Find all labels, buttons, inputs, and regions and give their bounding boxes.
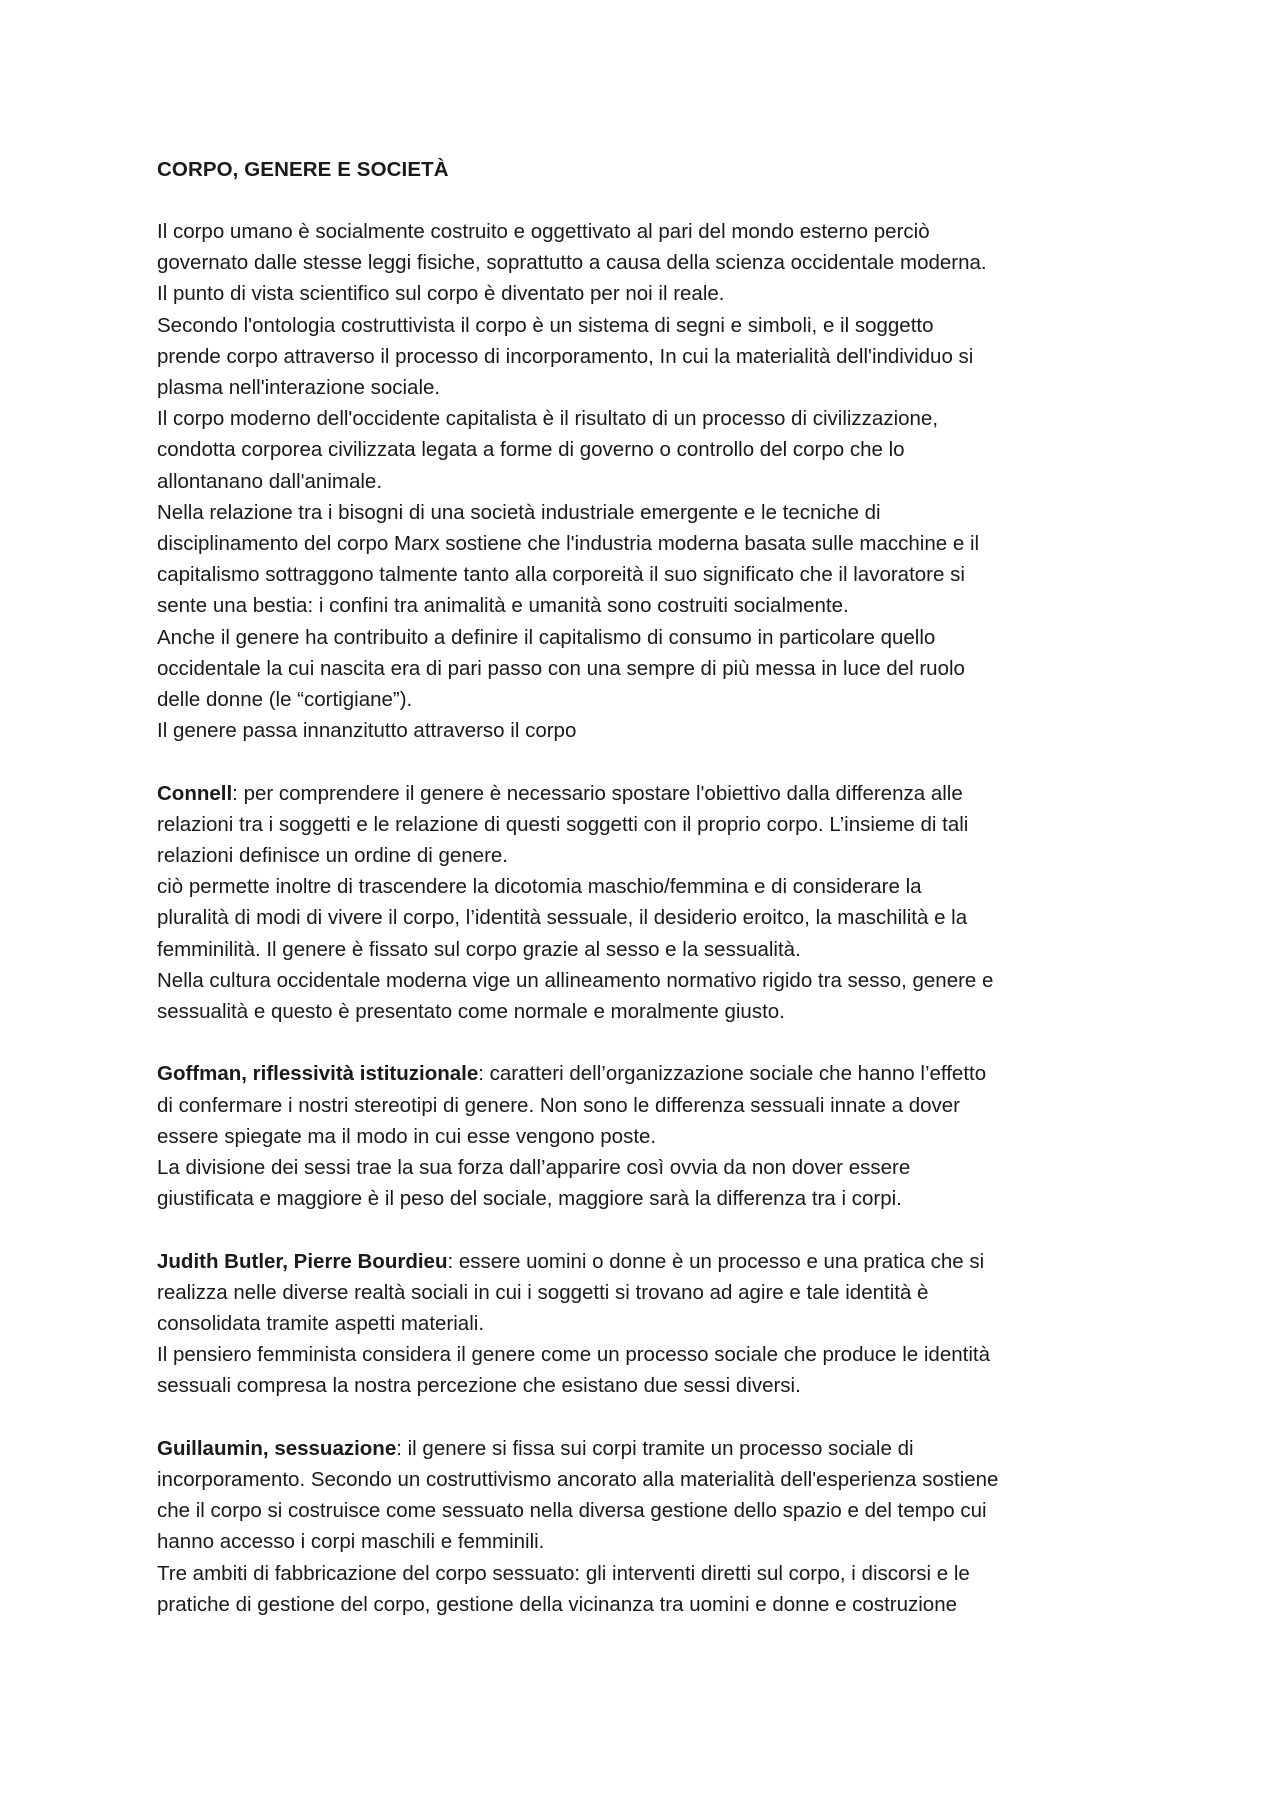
text-line: Tre ambiti di fabbricazione del corpo sessuato: gli interventi diretti sul corpo, i discorsi e le <box>157 1561 970 1585</box>
text-line: giustificata e maggiore è il peso del sociale, maggiore sarà la differenza tra i corpi. <box>157 1187 902 1211</box>
intro-paragraph <box>157 216 1147 746</box>
text-line: relazioni definisce un ordine di genere. <box>157 844 509 868</box>
lead-rest: : per comprendere il genere è necessario spostare l'obiettivo dalla differenza alle <box>232 781 963 805</box>
text-line: condotta corporea civilizzata legata a forme di governo o controllo del corpo che lo <box>157 438 905 462</box>
paragraph-gap <box>157 1027 1147 1058</box>
text-line <box>157 778 1147 809</box>
text-line: plasma nell'interazione sociale. <box>157 376 441 400</box>
text-line: ciò permette inoltre di trascendere la dicotomia maschio/femmina e di considerare la <box>157 875 922 899</box>
text-line: Nella cultura occidentale moderna vige un allineamento normativo rigido tra sesso, genere e <box>157 968 994 992</box>
author-lead: Goffman, riflessività istituzionale <box>157 1062 479 1086</box>
butler-bourdieu-paragraph <box>157 1246 1147 1402</box>
text-line: disciplinamento del corpo Marx sostiene che l'industria moderna basata sulle macchine e il <box>157 532 980 556</box>
lead-rest: : caratteri dell’organizzazione sociale che hanno l’effetto <box>478 1062 987 1086</box>
document-title: CORPO, GENERE E SOCIETÀ <box>157 158 449 181</box>
text-line <box>157 1246 1147 1277</box>
text-line: prende corpo attraverso il processo di incorporamento, In cui la materialità dell'individuo si <box>157 344 974 368</box>
text-line: Anche il genere ha contribuito a definire il capitalismo di consumo in particolare quello <box>157 625 936 649</box>
text-line: sessuali compresa la nostra percezione che esistano due sessi diversi. <box>157 1374 801 1398</box>
author-lead: Connell <box>157 781 233 805</box>
paragraph-gap <box>157 746 1147 777</box>
text-line: essere spiegate ma il modo in cui esse vengono poste. <box>157 1124 657 1148</box>
paragraph-gap <box>157 1402 1147 1433</box>
text-line: femminilità. Il genere è fissato sul corpo grazie al sesso e la sessualità. <box>157 937 801 961</box>
text-line: allontanano dall'animale. <box>157 469 383 493</box>
text-line: di confermare i nostri stereotipi di genere. Non sono le differenza sessuali innate a dover <box>157 1093 960 1117</box>
text-line: sente una bestia: i confini tra animalità e umanità sono costruiti socialmente. <box>157 594 849 618</box>
text-line <box>157 1058 1147 1089</box>
text-line: pluralità di modi di vivere il corpo, l’identità sessuale, il desiderio eroitco, la maschilità e la <box>157 906 968 930</box>
text-line: Il corpo moderno dell'occidente capitalista è il risultato di un processo di civilizzazione, <box>157 407 939 431</box>
text-line: governato dalle stesse leggi fisiche, soprattutto a causa della scienza occidentale moderna. <box>157 251 987 275</box>
goffman-paragraph <box>157 1058 1147 1214</box>
text-line: Nella relazione tra i bisogni di una società industriale emergente e le tecniche di <box>157 500 881 524</box>
lead-rest: : essere uomini o donne è un processo e una pratica che si <box>447 1249 985 1273</box>
text-line: pratiche di gestione del corpo, gestione della vicinanza tra uomini e donne e costruzione <box>157 1592 958 1616</box>
document-page <box>157 154 1147 1620</box>
text-line: che il corpo si costruisce come sessuato nella diversa gestione dello spazio e del tempo cui <box>157 1499 987 1523</box>
text-line: capitalismo sottraggono talmente tanto alla corporeità il suo significato che il lavoratore si <box>157 563 965 587</box>
text-line: Il punto di vista scientifico sul corpo è diventato per noi il reale. <box>157 282 725 306</box>
text-line: sessualità e questo è presentato come normale e moralmente giusto. <box>157 1000 785 1024</box>
lead-rest: : il genere si fissa sui corpi tramite un processo sociale di <box>396 1436 914 1460</box>
text-line: incorporamento. Secondo un costruttivismo ancorato alla materialità dell'esperienza sostiene <box>157 1468 999 1492</box>
text-line: relazioni tra i soggetti e le relazione di questi soggetti con il proprio corpo. L’insieme di tali <box>157 812 969 836</box>
guillaumin-paragraph <box>157 1433 1147 1620</box>
text-line <box>157 1433 1147 1464</box>
text-line: Il corpo umano è socialmente costruito e oggettivato al pari del mondo esterno perciò <box>157 220 930 243</box>
text-line: hanno accesso i corpi maschili e femminili. <box>157 1530 545 1554</box>
text-line: La divisione dei sessi trae la sua forza dall’apparire così ovvia da non dover essere <box>157 1156 911 1180</box>
text-line: consolidata tramite aspetti materiali. <box>157 1312 485 1336</box>
text-line: delle donne (le “cortigiane”). <box>157 688 413 712</box>
paragraph-gap <box>157 1214 1147 1245</box>
connell-paragraph <box>157 778 1147 1028</box>
author-lead: Guillaumin, sessuazione <box>157 1436 397 1460</box>
text-line: Secondo l'ontologia costruttivista il corpo è un sistema di segni e simboli, e il soggetto <box>157 313 934 337</box>
text-line: occidentale la cui nascita era di pari passo con una sempre di più messa in luce del ruolo <box>157 656 965 680</box>
text-line: Il genere passa innanzitutto attraverso il corpo <box>157 719 577 743</box>
text-line: Il pensiero femminista considera il genere come un processo sociale che produce le identità <box>157 1343 990 1367</box>
author-lead: Judith Butler, Pierre Bourdieu <box>157 1249 448 1273</box>
text-line: realizza nelle diverse realtà sociali in cui i soggetti si trovano ad agire e tale identità è <box>157 1280 929 1304</box>
